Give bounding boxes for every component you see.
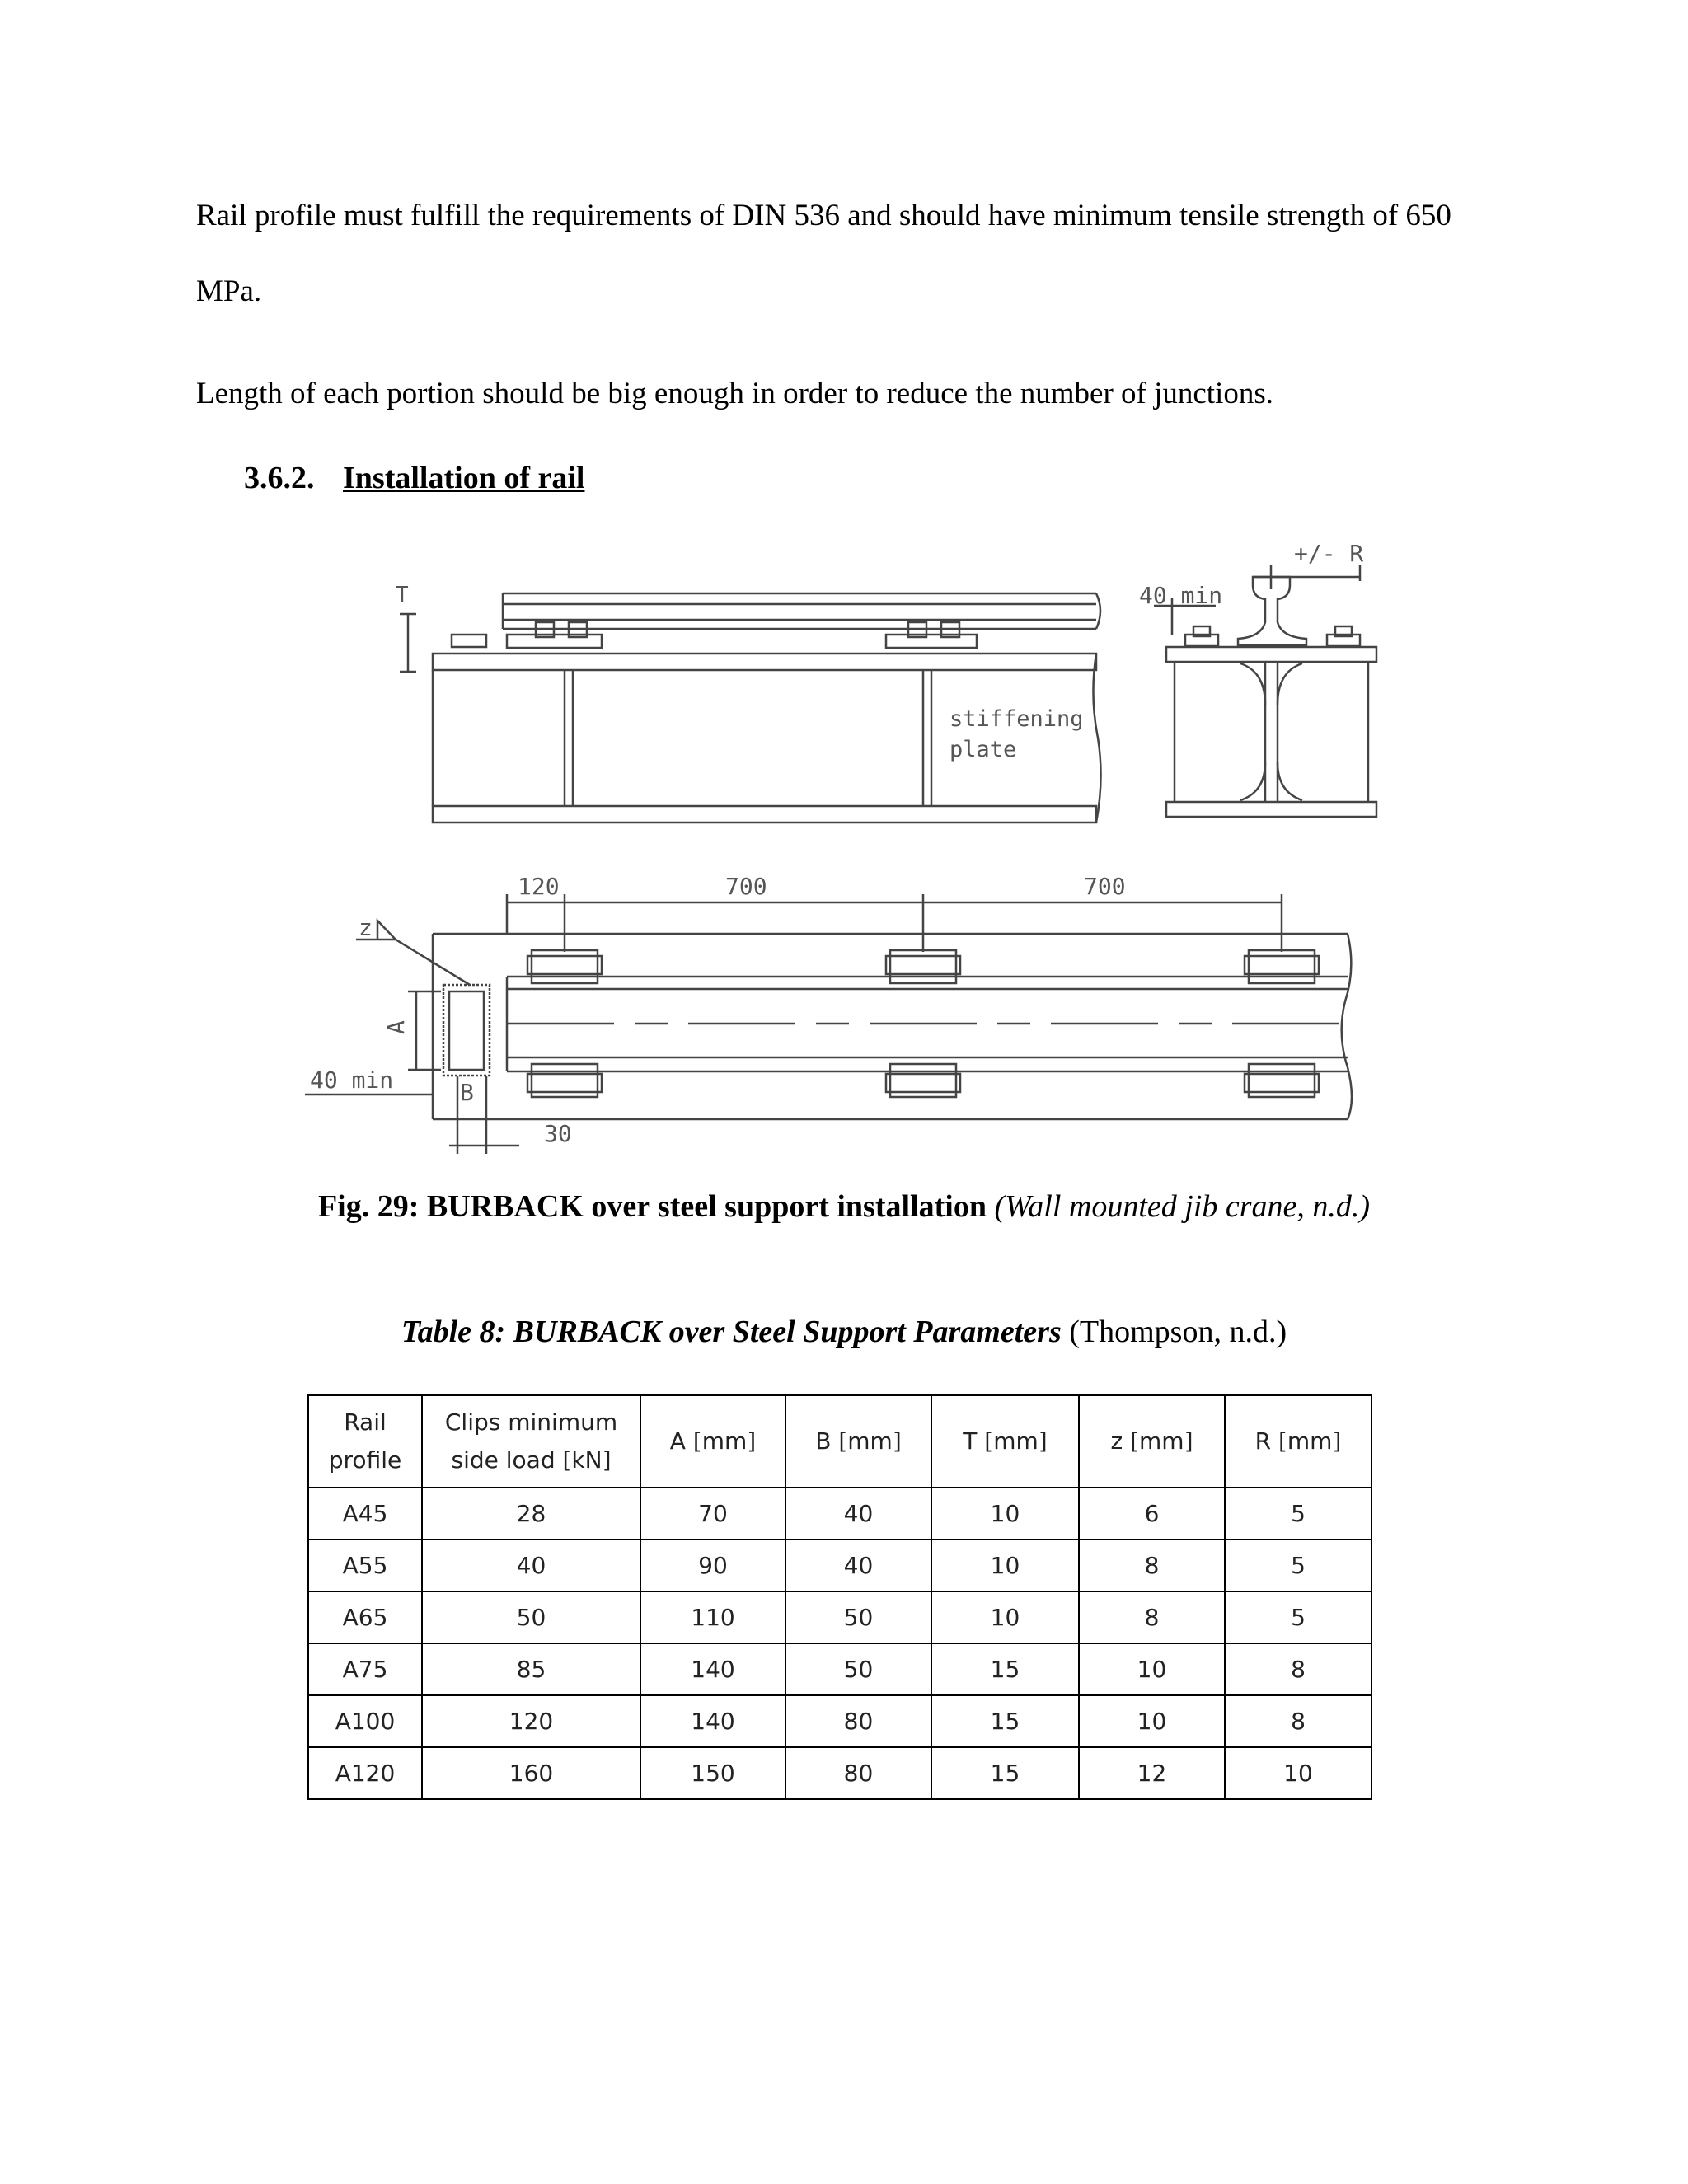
table-row	[308, 1591, 1372, 1643]
table-cell: 8	[1225, 1643, 1372, 1695]
table-cell: A55	[308, 1540, 422, 1591]
table-cell: 10	[931, 1488, 1079, 1540]
table-cell: 6	[1079, 1488, 1225, 1540]
label-dim-30: 30	[544, 1120, 572, 1147]
table-cell: A65	[308, 1591, 422, 1643]
table-cell: A45	[308, 1488, 422, 1540]
table-cell: 5	[1225, 1540, 1372, 1591]
table-cell: 40	[785, 1488, 931, 1540]
table-cell: 8	[1079, 1540, 1225, 1591]
label-plus-minus-r: +/- R	[1294, 540, 1364, 567]
table-cell: 5	[1225, 1591, 1372, 1643]
table-cell: 50	[422, 1591, 640, 1643]
table-cell: 10	[1079, 1643, 1225, 1695]
table-cell: 50	[785, 1643, 931, 1695]
table-cell: 120	[422, 1695, 640, 1747]
table-cell: 15	[931, 1643, 1079, 1695]
table-cell: 140	[640, 1695, 785, 1747]
label-dim-120: 120	[518, 873, 560, 900]
table-cell: 28	[422, 1488, 640, 1540]
figure-caption-citation: (Wall mounted jib crane, n.d.)	[994, 1189, 1371, 1224]
table-cell: 8	[1079, 1591, 1225, 1643]
table-cell: 140	[640, 1643, 785, 1695]
table-cell: 40	[422, 1540, 640, 1591]
table-cell: 5	[1225, 1488, 1372, 1540]
header-t: T [mm]	[931, 1395, 1079, 1488]
table-caption-label: Table 8: BURBACK over Steel Support Parameters	[401, 1315, 1062, 1349]
label-stiffening: stiffening	[950, 706, 1084, 732]
rail-installation-drawing	[297, 540, 1401, 1166]
table-cell: 150	[640, 1747, 785, 1799]
table-caption-citation: (Thompson, n.d.)	[1069, 1315, 1287, 1349]
label-b: B	[460, 1079, 474, 1106]
table-header-row	[308, 1395, 1372, 1488]
paragraph-portion-length: Length of each portion should be big enough in order to reduce the number of junctions.	[196, 377, 1273, 410]
table-cell: 80	[785, 1695, 931, 1747]
table-cell: 70	[640, 1488, 785, 1540]
table-row	[308, 1747, 1372, 1799]
section-number: 3.6.2.	[244, 461, 315, 495]
table-cell: 10	[931, 1540, 1079, 1591]
table-cell: 50	[785, 1591, 931, 1643]
header-a: A [mm]	[640, 1395, 785, 1488]
header-clips-side-load: Clips minimum side load [kN]	[422, 1395, 640, 1488]
label-z: z	[359, 914, 373, 941]
figure-caption-label: Fig. 29: BURBACK over steel support installation	[317, 1189, 987, 1224]
table-cell: 80	[785, 1747, 931, 1799]
label-dim-700a: 700	[725, 873, 767, 900]
table-cell: 160	[422, 1747, 640, 1799]
table-cell: 15	[931, 1747, 1079, 1799]
header-z: z [mm]	[1079, 1395, 1225, 1488]
table-cell: 15	[931, 1695, 1079, 1747]
label-a: A	[382, 1020, 410, 1034]
label-dim-700b: 700	[1084, 873, 1126, 900]
table-cell: 10	[1225, 1747, 1372, 1799]
table-cell: 85	[422, 1643, 640, 1695]
table-caption	[0, 1314, 1688, 1350]
table-row	[308, 1695, 1372, 1747]
header-r: R [mm]	[1225, 1395, 1372, 1488]
table-row	[308, 1643, 1372, 1695]
header-rail-profile: Rail profile	[308, 1395, 422, 1488]
table-cell: 40	[785, 1540, 931, 1591]
section-title: Installation of rail	[343, 461, 585, 495]
table-cell: 12	[1079, 1747, 1225, 1799]
label-40min-bottom: 40 min	[310, 1066, 394, 1094]
table-cell: 90	[640, 1540, 785, 1591]
table-row	[308, 1488, 1372, 1540]
section-heading	[244, 460, 584, 496]
table-cell: 10	[1079, 1695, 1225, 1747]
header-b: B [mm]	[785, 1395, 931, 1488]
table-cell: A100	[308, 1695, 422, 1747]
label-plate: plate	[950, 737, 1017, 762]
paragraph-rail-profile: Rail profile must fulfill the requirements of DIN 536 and should have minimum tensile strength of 650 MPa.	[196, 199, 1451, 308]
figure-caption	[0, 1188, 1688, 1225]
table-cell: 8	[1225, 1695, 1372, 1747]
table-cell: 110	[640, 1591, 785, 1643]
parameters-table	[307, 1394, 1372, 1800]
label-40min-top: 40 min	[1139, 582, 1223, 609]
label-t: T	[396, 583, 409, 607]
table-row	[308, 1540, 1372, 1591]
table-cell: A120	[308, 1747, 422, 1799]
table-cell: 10	[931, 1591, 1079, 1643]
table-cell: A75	[308, 1643, 422, 1695]
